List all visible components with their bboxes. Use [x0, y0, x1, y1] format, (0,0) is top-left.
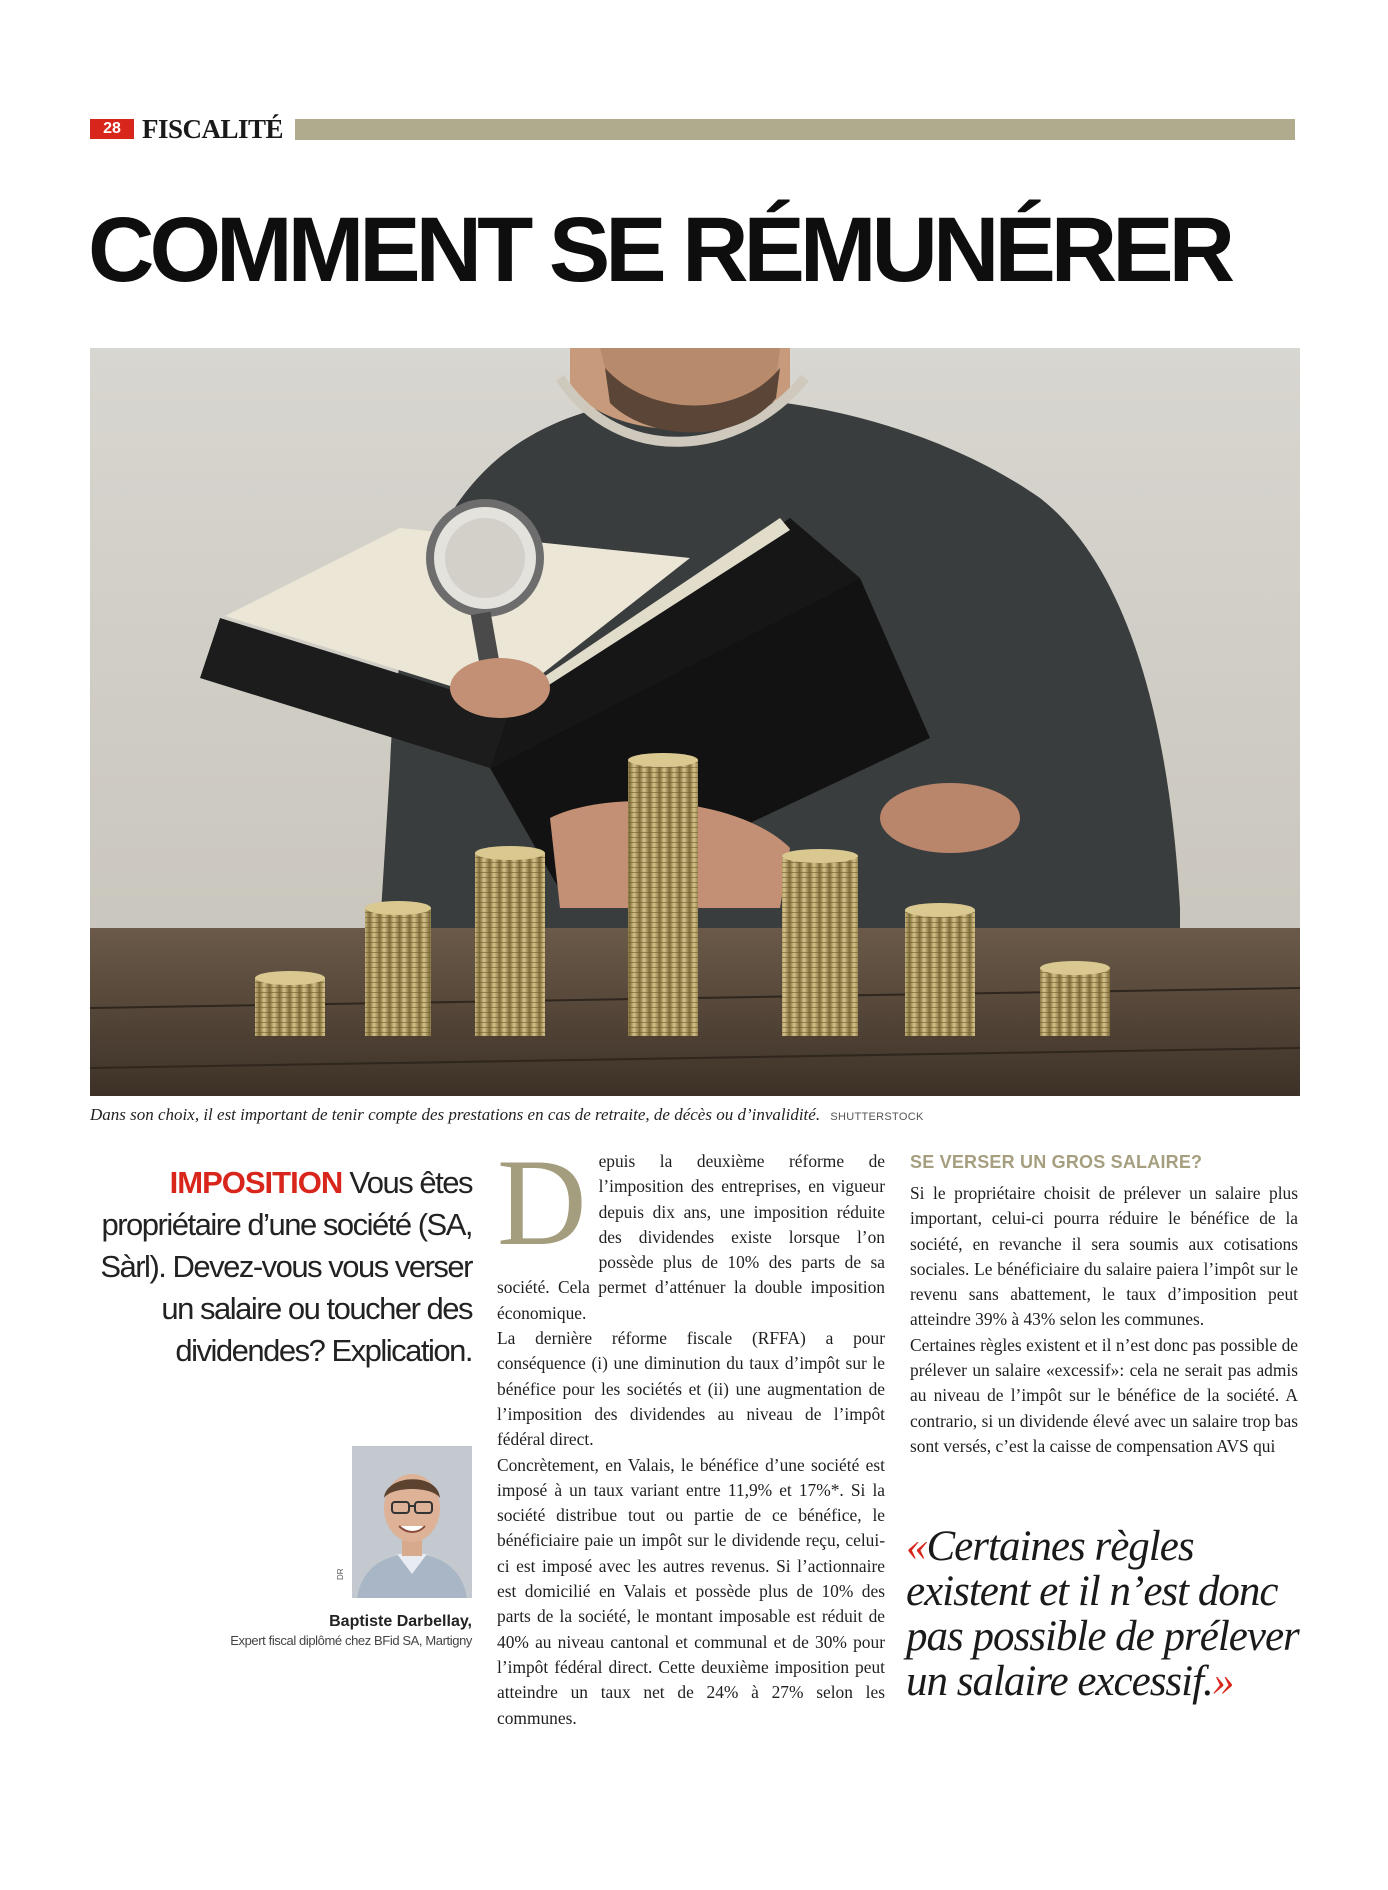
paragraph-5: Certaines règles existent et il n’est donc pas possible de prélever un salaire «excessif»: cela ne serait pas admis au niveau de l’impôt sur le bénéfice de la société. A contrario, si un dividende élevé avec un salaire trop bas sont versés, c’est la caisse de compensation AVS qui [910, 1334, 1298, 1456]
paragraph-4: Si le propriétaire choisit de prélever un salaire plus important, celui-ci pourra réduire le bénéfice de la société, en revanche il sera soumis aux cotisations sociales. Le bénéficiaire du salaire paiera l’impôt sur le revenu sans abattement, le taux d’imposition peut atteindre 39% à 43% selon les communes. [910, 1183, 1298, 1330]
page-number: 28 [90, 119, 134, 139]
paragraph-3: Concrètement, en Valais, le bénéfice d’une société est imposé à un taux variant entre 11,9% et 17%*. Si la société distribue tout ou partie de ce bénéfice, le bénéficiaire paie un impôt sur le dividende reçu, celui-ci est imposé avec les autres revenus. Si l’actionnaire est domicilié en Valais et possède plus de 10% des parts de la société, le montant imposable est réduit de 40% au niveau cantonal et communal et de 30% pour l’impôt fédéral direct. Cette deuxième imposition peut atteindre un taux net de 24% à 27% selon les communes. [497, 1454, 885, 1728]
pull-quote [906, 1524, 1306, 1704]
paragraph-1-text: epuis la deuxième réforme de l’imposition des entreprises, en vigueur depuis dix ans, une imposition réduite des dividendes existe lorsque l’on possède plus de 10% des parts de sa société. Cela permet d’atténuer la double imposition économique. [497, 1151, 885, 1323]
caption-text: Dans son choix, il est important de tenir compte des prestations en cas de retraite, de décès ou d’invalidité. [90, 1105, 821, 1124]
section-title: FISCALITÉ [142, 114, 284, 144]
header-band [295, 119, 1295, 140]
paragraph-1 [497, 1134, 885, 1326]
article-column-2 [910, 1181, 1298, 1459]
article-column-1 [497, 1134, 885, 1731]
quote-open-mark: « [906, 1523, 927, 1570]
author-portrait [352, 1446, 472, 1598]
photo-caption [90, 1104, 1290, 1128]
author-name: Baptiste Darbellay, [329, 1613, 472, 1630]
paragraph-2: La dernière réforme fiscale (RFFA) a pour conséquence (i) une diminution du taux d’impôt sur le bénéfice pour les sociétés et (ii) une augmentation de l’imposition des dividendes au niveau de l’impôt fédéral direct. [497, 1328, 885, 1450]
article-title: COMMENT SE RÉMUNÉRER [88, 199, 1231, 301]
main-photo [90, 348, 1300, 1096]
article-lead [90, 1162, 472, 1372]
lead-keyword: IMPOSITION [169, 1165, 343, 1200]
portrait-credit: DR [336, 1568, 345, 1580]
author-role: Expert fiscal diplômé chez BFid SA, Martigny [230, 1633, 472, 1648]
article-subhead: SE VERSER UN GROS SALAIRE? [910, 1152, 1203, 1172]
drop-cap: D [497, 1134, 587, 1271]
lead-text: Vous êtes propriétaire d’une société (SA, Sàrl). Devez-vous vous verser un salaire ou toucher des dividendes? Explication. [100, 1165, 472, 1368]
page-header [90, 116, 1295, 142]
quote-text: Certaines règles existent et il n’est donc pas possible de prélever un salaire excessif. [906, 1523, 1299, 1705]
photo-credit-label: SHUTTERSTOCK [830, 1111, 924, 1123]
quote-close-mark: » [1212, 1658, 1234, 1705]
